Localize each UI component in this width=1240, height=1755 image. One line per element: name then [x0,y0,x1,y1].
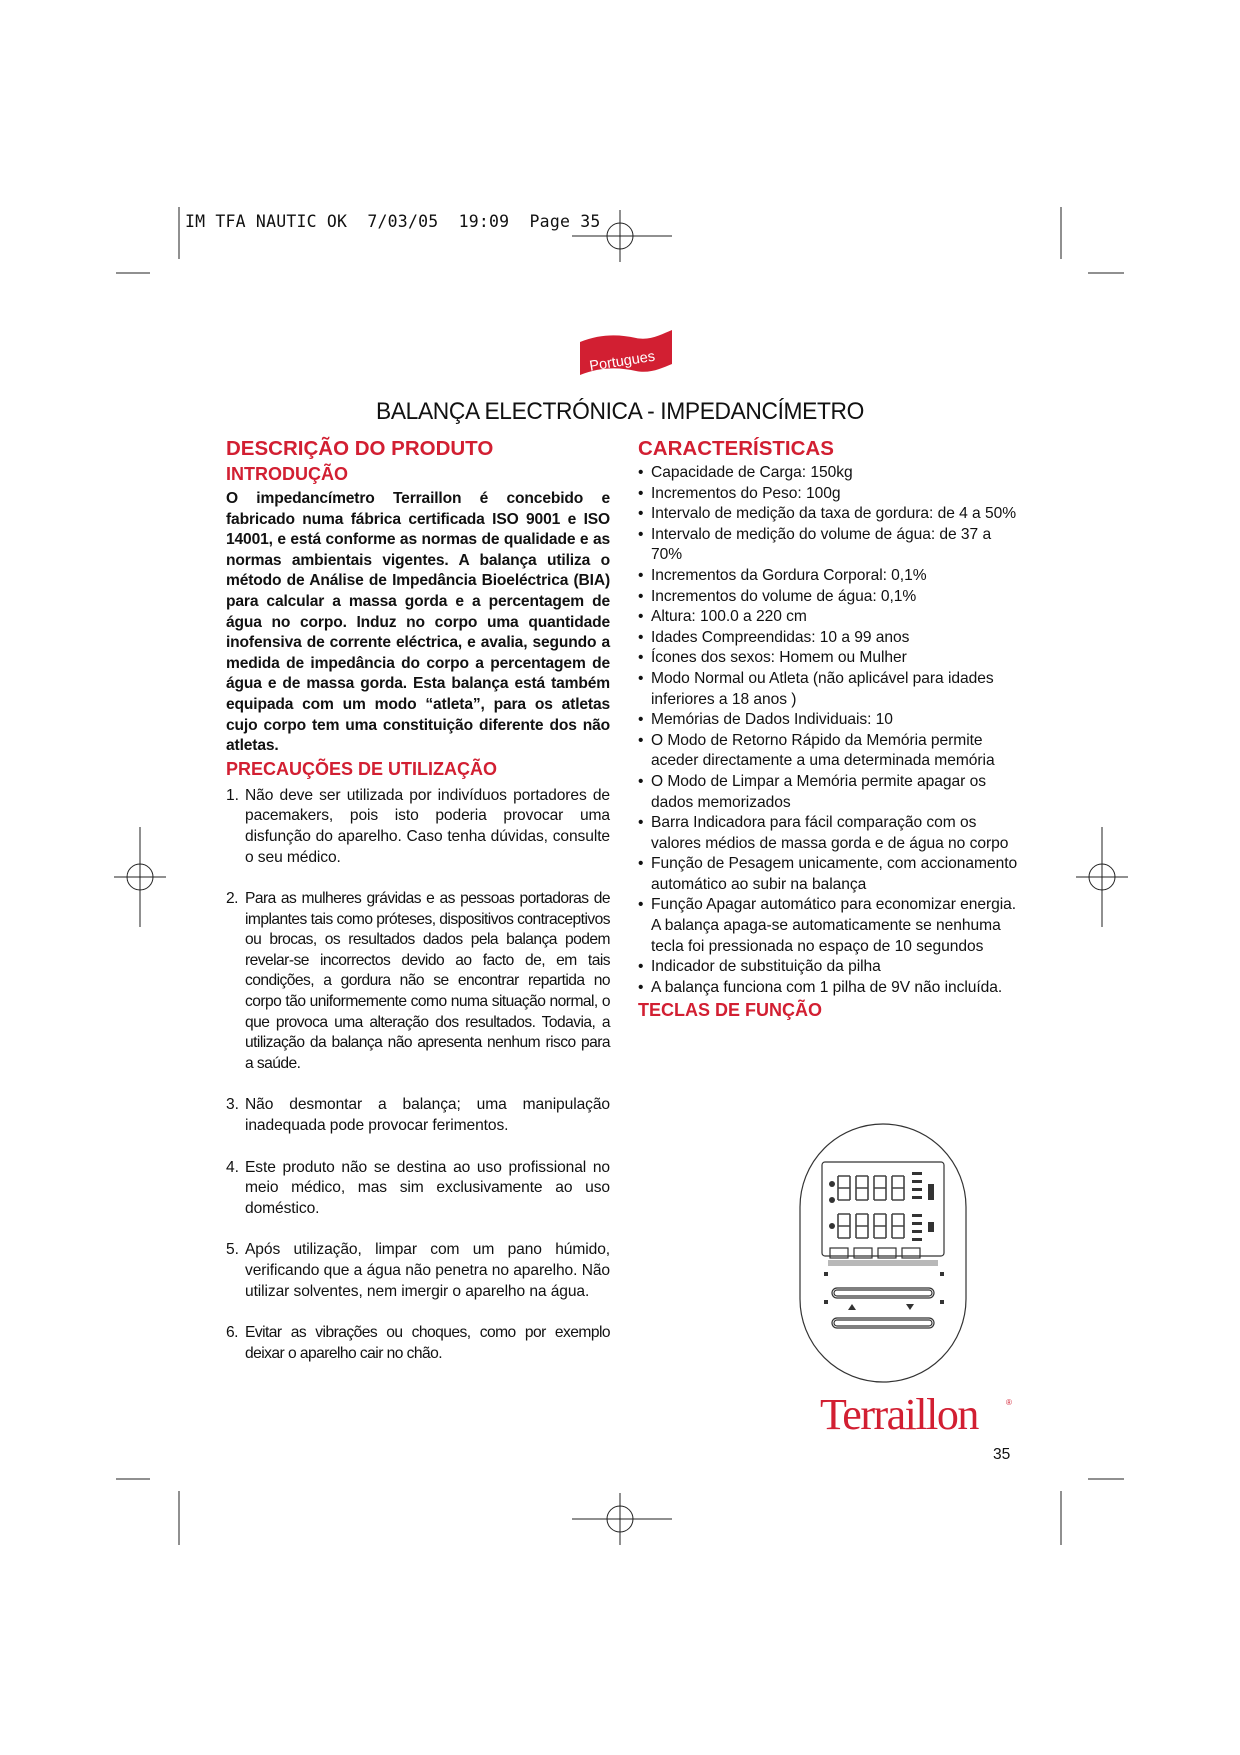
list-item: • Idades Compreendidas: 10 a 99 anos [638,628,910,646]
brand-logo: Terraillon [820,1390,978,1439]
features-list [638,463,1023,998]
registered-mark: ® [1006,1398,1012,1407]
list-item: • Intervalo de medição do volume de água: de 37 a 70% [638,525,992,564]
list-item: • Indicador de substituição da pilha [638,958,881,976]
list-item: • Intervalo de medição da taxa de gordura: de 4 a 50% [638,505,1017,523]
list-item: • Incrementos do volume de água: 0,1% [638,587,917,605]
scale-diagram-icon [798,1122,968,1384]
list-item: • O Modo de Limpar a Memória permite apagar os dados memorizados [638,772,986,811]
list-item: • Incrementos do Peso: 100g [638,484,841,502]
list-item: • Capacidade de Carga: 150kg [638,464,853,481]
language-tab-label: Portugues [588,348,657,375]
page-number: 35 [993,1446,1011,1463]
precautions-heading: PRECAUÇÕES DE UTILIZAÇÃO [226,758,498,779]
list-item: • Barra Indicadora para fácil comparação com os valores médios de massa gorda e de água no corpo [638,814,1009,852]
function-keys-heading: TECLAS DE FUNÇÃO [638,1000,822,1021]
list-item: 1. Não deve ser utilizada por indivíduos portadores de pacemakers, pois isto poderia provocar uma disfunção do aparelho. Caso tenha dúvidas, consulte o seu médico. [226,786,610,866]
right-column [638,436,1023,1022]
list-item: • Função de Pesagem unicamente, com accionamento automático ao subir na balança [638,855,1018,893]
introduction-text: O impedancímetro Terraillon é concebido e fabricado numa fábrica certificada ISO 9001 e ISO 14001, e está conforme as normas de qualidade e as normas ambientais vigentes. A balança utiliza o método de Análise de Impedância Bioeléctrica (BIA) para calcular a massa gorda e a percentagem de água no corpo. Induz no corpo uma quantidade inofensiva de corrente eléctrica, e avalia, segundo a medida de impedância do corpo a percentagem de água e de massa gorda. Esta balança está também equipada com um modo “atleta”, para os atletas cujo corpo tem uma constituição diferente dos não atletas. [226,490,610,755]
list-item: • Incrementos da Gordura Corporal: 0,1% [638,566,927,584]
list-item: • Função Apagar automático para economizar energia. A balança apaga-se automaticamente se nenhuma tecla foi pressionada no espaço de 10 segundos [638,896,1017,955]
left-column [226,436,610,1385]
list-item: • A balança funciona com 1 pilha de 9V não incluída. [638,978,1003,996]
list-item: 3. Não desmontar a balança; uma manipulação inadequada pode provocar ferimentos. [226,1096,610,1135]
list-item: 6. Evitar as vibrações ou choques, como por exemplo deixar o aparelho cair no chão. [226,1324,610,1362]
product-description-heading: DESCRIÇÃO DO PRODUTO [226,437,494,460]
list-item: 2. Para as mulheres grávidas e as pessoas portadoras de implantes tais como próteses, dispositivos contraceptivos ou brocas, os resultados dados pela balança podem revelar-se incorrectos devido ao facto de, em tais condições, a gordura não se encontrar repartida no corpo tão uniformemente como numa situação normal, o que provoca uma alteração dos resultados. Todavia, a utilização da balança não apresenta nenhum risco para a saúde. [226,890,610,1072]
list-item: 4. Este produto não se destina ao uso profissional no meio médico, mas sim exclusivamente ao uso doméstico. [226,1158,610,1217]
list-item: • Modo Normal ou Atleta (não aplicável para idades inferiores a 18 anos ) [638,669,994,708]
list-item: 5. Após utilização, limpar com um pano húmido, verificando que a água não penetra no aparelho. Não utilizar solventes, nem imergir o aparelho na água. [226,1241,610,1300]
list-item: • Altura: 100.0 a 220 cm [638,608,807,626]
list-item: • O Modo de Retorno Rápido da Memória permite aceder directamente a uma determinada memória [638,731,995,770]
language-flag-icon [578,328,674,380]
precautions-list [226,786,610,1365]
page-title: BALANÇA ELECTRÓNICA - IMPEDANCÍMETRO [376,398,864,425]
list-item: • Ícones dos sexos: Homem ou Mulher [638,649,907,667]
print-slug: IM TFA NAUTIC OK 7/03/05 19:09 Page 35 [185,212,601,231]
list-item: • Memórias de Dados Individuais: 10 [638,711,893,729]
features-heading: CARACTERÍSTICAS [638,437,834,460]
introduction-heading: INTRODUÇÃO [226,464,348,484]
